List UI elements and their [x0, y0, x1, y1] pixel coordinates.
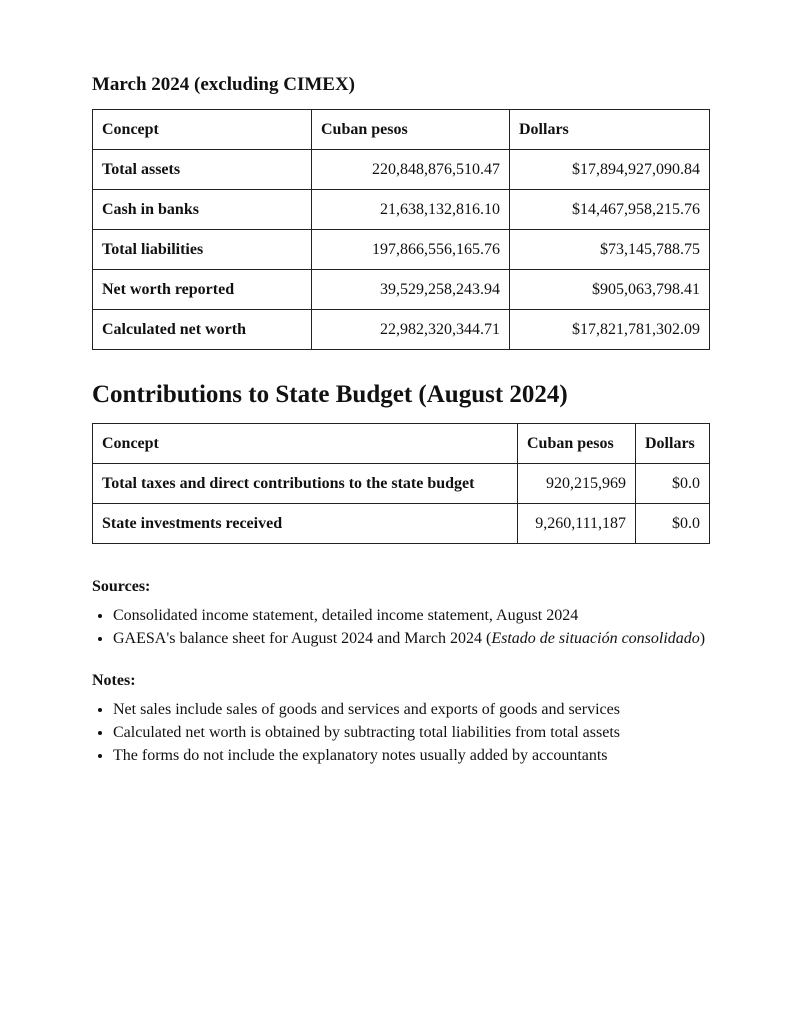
- dollars-value: $17,894,927,090.84: [510, 150, 710, 190]
- cuban-pesos-value: 920,215,969: [518, 464, 636, 504]
- row-label: Cash in banks: [93, 190, 312, 230]
- column-header-concept: Concept: [93, 110, 312, 150]
- table-row: [93, 310, 710, 350]
- list-item: • Consolidated income statement, detailed income statement, August 2024: [113, 604, 708, 627]
- row-label: Net worth reported: [93, 270, 312, 310]
- column-header-cuban-pesos: Cuban pesos: [518, 424, 636, 464]
- notes-list: [92, 698, 708, 767]
- dollars-value: $905,063,798.41: [510, 270, 710, 310]
- column-header-dollars: Dollars: [636, 424, 710, 464]
- table-row: [93, 190, 710, 230]
- notes-heading: Notes:: [92, 672, 136, 689]
- table-row: [93, 230, 710, 270]
- list-item: • Net sales include sales of goods and services and exports of goods and services: [113, 698, 708, 721]
- table-header-row: [93, 110, 710, 150]
- cuban-pesos-value: 197,866,556,165.76: [312, 230, 510, 270]
- column-header-concept: Concept: [93, 424, 518, 464]
- table-row: [93, 504, 710, 544]
- cuban-pesos-value: 21,638,132,816.10: [312, 190, 510, 230]
- source-italic-title: Estado de situación consolidado: [491, 630, 700, 647]
- cuban-pesos-value: 9,260,111,187: [518, 504, 636, 544]
- list-item: • Calculated net worth is obtained by subtracting total liabilities from total assets: [113, 721, 708, 744]
- table2-title: Contributions to State Budget (August 2024): [92, 381, 568, 408]
- list-item: • The forms do not include the explanatory notes usually added by accountants: [113, 744, 708, 767]
- table-row: [93, 150, 710, 190]
- row-label: Total liabilities: [93, 230, 312, 270]
- state-budget-table: [92, 423, 710, 544]
- cuban-pesos-value: 39,529,258,243.94: [312, 270, 510, 310]
- row-label: Total assets: [93, 150, 312, 190]
- list-item: [113, 627, 708, 650]
- column-header-cuban-pesos: Cuban pesos: [312, 110, 510, 150]
- dollars-value: $0.0: [636, 464, 710, 504]
- dollars-value: $73,145,788.75: [510, 230, 710, 270]
- sources-heading: Sources:: [92, 578, 151, 595]
- dollars-value: $0.0: [636, 504, 710, 544]
- row-label: Calculated net worth: [93, 310, 312, 350]
- table1-title: March 2024 (excluding CIMEX): [92, 74, 355, 95]
- source-text: GAESA's balance sheet for August 2024 and March 2024 (: [113, 630, 492, 647]
- source-text-suffix: ): [699, 630, 706, 647]
- column-header-dollars: Dollars: [510, 110, 710, 150]
- row-label: Total taxes and direct contributions to the state budget: [93, 464, 518, 504]
- table-header-row: [93, 424, 710, 464]
- table-row: [93, 464, 710, 504]
- cuban-pesos-value: 22,982,320,344.71: [312, 310, 510, 350]
- dollars-value: $14,467,958,215.76: [510, 190, 710, 230]
- dollars-value: $17,821,781,302.09: [510, 310, 710, 350]
- cuban-pesos-value: 220,848,876,510.47: [312, 150, 510, 190]
- row-label: State investments received: [93, 504, 518, 544]
- balance-sheet-table: [92, 109, 710, 350]
- sources-list: [92, 604, 708, 650]
- table-row: [93, 270, 710, 310]
